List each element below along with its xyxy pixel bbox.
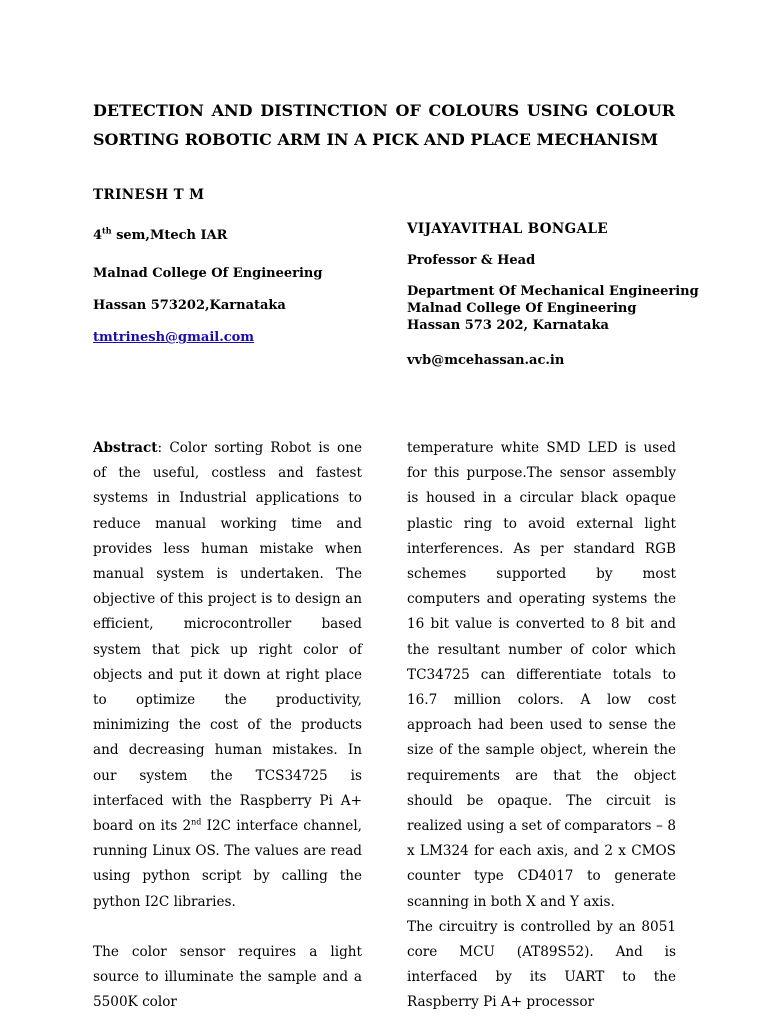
right-column [407,436,676,1016]
body-paragraph: temperature white SMD LED is used for this purpose.The sensor assembly is housed in a circular black opaque plastic ring to avoid external light interferences. As per standard RGB schemes supported by most computers and operating systems the 16 bit value is converted to 8 bit and the resultant number of color which TC34725 can differentiate totals to 16.7 million colors. A low cost approach had been used to sense the size of the sample object, wherein the requirements are that the object should be opaque. The circuit is realized using a set of comparators – 8 x LM324 for each axis, and 2 x CMOS counter type CD4017 to generate scanning in both X and Y axis. [407,440,676,910]
abstract-label: Abstract [93,440,158,456]
semester-suffix: th [102,225,112,236]
author-semester [93,225,228,243]
author-email: vvb@mcehassan.ac.in [407,353,565,368]
abstract-text-part-1: : Color sorting Robot is one of the useful, costless and fastest systems in Industrial applications to reduce manual working time and provides less human mistake when manual system is undertaken. The objective of this project is to design an efficient, microcontroller based system that pick up right color of objects and put it down at right place to optimize the productivity, minimizing the cost of the products and decreasing human mistakes. In our system the TCS34725 is interfaced with the Raspberry Pi A+ board on its 2 [93,440,362,835]
author-address: Hassan 573202,Karnataka [93,298,286,313]
body-paragraph: The color sensor requires a light source to illuminate the sample and a 5500K color [93,943,362,1011]
body-paragraph: The circuitry is controlled by an 8051 core MCU (AT89S52). And is interfaced by its UART to the Raspberry Pi A+ processor [407,918,676,1011]
author-department: Department Of Mechanical Engineering [407,284,699,299]
author-email-link[interactable]: tmtrinesh@gmail.com [93,330,255,345]
author-college: Malnad College Of Engineering [93,266,323,281]
semester-text: sem,Mtech IAR [111,228,228,243]
abstract-text-part-2: I2C interface channel, running Linux OS. The values are read using python script by calling the python I2C libraries. [93,818,363,910]
paper-title: DETECTION AND DISTINCTION OF COLOURS USING COLOUR SORTING ROBOTIC ARM IN A PICK AND PLACE MECHANISM [93,101,675,149]
author-position: Professor & Head [407,253,536,268]
abstract-paragraph [93,436,362,915]
ordinal-suffix: nd [191,817,202,827]
author-name: TRINESH T M [93,187,205,203]
author-college: Malnad College Of Engineering [407,301,637,316]
author-name: VIJAYAVITHAL BONGALE [407,221,609,237]
abstract-column [93,436,362,1015]
paragraph-gap [93,915,362,940]
author-address: Hassan 573 202, Karnataka [407,318,609,333]
semester-number: 4 [93,228,103,243]
